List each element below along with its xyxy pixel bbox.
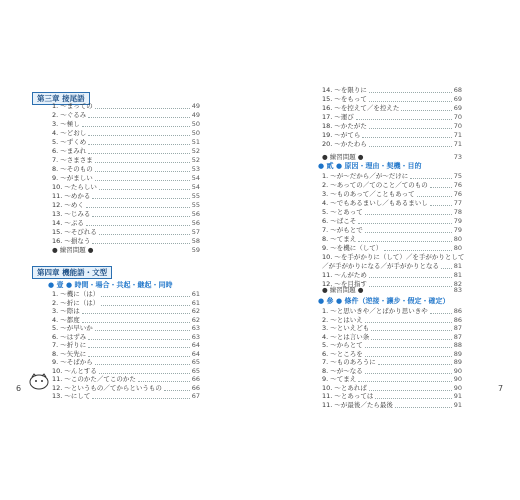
dot-leader bbox=[95, 108, 190, 109]
dot-leader bbox=[92, 216, 189, 217]
entry-label: 3. 〜ものあって／こともあって bbox=[322, 190, 415, 198]
chapter3-heading: 第三章 接尾語 bbox=[32, 92, 90, 105]
entry-label: ／が手がかりになる／が手がかりとなる bbox=[322, 262, 439, 270]
entry-label: 12. 〜めく bbox=[52, 201, 84, 209]
practice-page-number: 83 bbox=[453, 286, 462, 294]
toc-entry[interactable] bbox=[52, 210, 200, 219]
toc-entry[interactable] bbox=[322, 244, 462, 253]
toc-entry[interactable] bbox=[52, 228, 200, 237]
chapter4-heading: 第四章 機能語・文型 bbox=[32, 266, 112, 279]
practice-label: ● 練習問題 ● bbox=[52, 246, 94, 254]
page-number: 7 bbox=[498, 384, 504, 393]
entry-label: 10. 〜たらしい bbox=[52, 183, 97, 191]
entry-label: 11. 〜このかた／てこのかた bbox=[52, 375, 136, 383]
entry-page-number: 91 bbox=[453, 400, 462, 409]
entry-page-number: 78 bbox=[453, 208, 462, 216]
entry-page-number: 55 bbox=[191, 192, 200, 200]
entry-page-number: 71 bbox=[453, 131, 462, 139]
entry-label: 16. 〜損なう bbox=[52, 237, 91, 245]
entry-label: 12. 〜を目指す bbox=[322, 280, 367, 288]
entry-label: 6. 〜まみれ bbox=[52, 147, 87, 155]
dot-leader bbox=[369, 390, 452, 391]
entry-label: 6. 〜ところを bbox=[322, 349, 363, 358]
toc-entry[interactable] bbox=[322, 95, 462, 104]
dot-leader bbox=[365, 322, 452, 323]
dot-leader bbox=[375, 398, 451, 399]
entry-label: 8. 〜が〜なる bbox=[322, 366, 363, 375]
entry-label: 11. 〜が最後／たら最後 bbox=[322, 400, 393, 409]
dot-leader bbox=[99, 373, 190, 374]
section-heading: ● 壹 ● 時間・場合・共起・継起・同時 bbox=[48, 281, 173, 289]
entry-page-number: 57 bbox=[191, 228, 200, 236]
entry-label: 17. 〜運び bbox=[322, 113, 354, 121]
practice-page-number: 73 bbox=[453, 153, 462, 161]
entry-page-number: 77 bbox=[453, 199, 462, 207]
entry-page-number: 86 bbox=[453, 315, 462, 324]
entry-page-number: 69 bbox=[453, 104, 462, 112]
dot-leader bbox=[430, 187, 452, 188]
entry-page-number: 81 bbox=[453, 271, 462, 279]
entry-label: 9. 〜を機に（して） bbox=[322, 244, 383, 252]
dot-leader bbox=[430, 205, 452, 206]
entry-page-number: 52 bbox=[191, 156, 200, 164]
entry-label: 2. 〜折に（は） bbox=[52, 298, 100, 307]
dot-leader bbox=[164, 390, 190, 391]
entry-label: 8. 〜そのもの bbox=[52, 165, 93, 173]
entry-page-number: 53 bbox=[191, 165, 200, 173]
practice-page-number: 59 bbox=[191, 246, 200, 254]
entry-label: 1. 〜が〜だから／が〜だけに bbox=[322, 172, 409, 180]
entry-page-number: 54 bbox=[191, 183, 200, 191]
dot-leader bbox=[95, 180, 190, 181]
entry-page-number: 76 bbox=[453, 181, 462, 189]
dot-leader bbox=[384, 250, 451, 251]
dot-leader bbox=[86, 207, 190, 208]
toc-entry[interactable] bbox=[322, 226, 462, 235]
dot-leader bbox=[410, 178, 451, 179]
entry-label: 5. 〜が早いか bbox=[52, 324, 93, 332]
toc-entry[interactable] bbox=[322, 140, 462, 149]
dot-leader bbox=[86, 225, 190, 226]
dot-leader bbox=[417, 196, 452, 197]
toc-entry[interactable] bbox=[322, 122, 462, 131]
entry-label: 14. 〜を限りに bbox=[322, 86, 367, 94]
entry-label: 7. 〜ものあろうに bbox=[322, 358, 376, 366]
toc-entry[interactable] bbox=[322, 262, 462, 271]
dot-leader bbox=[365, 214, 452, 215]
entry-label: 20. 〜かたわら bbox=[322, 140, 367, 148]
entry-label: 5. 〜とあって bbox=[322, 208, 363, 216]
entry-page-number: 56 bbox=[191, 210, 200, 218]
toc-entry[interactable] bbox=[52, 138, 200, 147]
practice-link[interactable] bbox=[322, 153, 462, 162]
entry-page-number: 61 bbox=[191, 298, 200, 307]
entry-page-number: 58 bbox=[191, 237, 200, 245]
entry-page-number: 70 bbox=[453, 113, 462, 121]
toc-entry[interactable] bbox=[52, 147, 200, 156]
entry-label: 14. 〜ぶる bbox=[52, 219, 84, 227]
mascot-icon bbox=[28, 372, 50, 390]
toc-entry[interactable] bbox=[322, 181, 462, 190]
dot-leader bbox=[401, 110, 451, 111]
entry-page-number: 49 bbox=[191, 111, 200, 119]
toc-entry[interactable] bbox=[322, 104, 462, 113]
toc-entry[interactable] bbox=[322, 199, 462, 208]
entry-page-number: 90 bbox=[453, 366, 462, 375]
entry-page-number: 90 bbox=[453, 375, 462, 383]
entry-label: 5. 〜ずくめ bbox=[52, 138, 87, 146]
entry-page-number: 54 bbox=[191, 174, 200, 182]
toc-entry[interactable] bbox=[52, 237, 200, 246]
dot-leader bbox=[101, 296, 189, 297]
dot-leader bbox=[88, 144, 189, 145]
entry-label: 4. 〜どおし bbox=[52, 129, 87, 137]
toc-entry[interactable] bbox=[322, 113, 462, 122]
entry-page-number: 65 bbox=[191, 366, 200, 375]
dot-leader bbox=[369, 146, 452, 147]
entry-page-number: 62 bbox=[191, 307, 200, 315]
dot-leader bbox=[95, 162, 190, 163]
entry-label: 10. 〜とあれば bbox=[322, 383, 367, 392]
entry-page-number: 80 bbox=[453, 244, 462, 252]
toc-entry[interactable] bbox=[52, 165, 200, 174]
dot-leader bbox=[92, 198, 189, 199]
entry-page-number: 91 bbox=[453, 392, 462, 400]
entry-page-number: 69 bbox=[453, 95, 462, 103]
toc-entry[interactable] bbox=[322, 253, 465, 262]
toc-entry[interactable] bbox=[52, 129, 200, 138]
entry-label: 19. 〜がてら bbox=[322, 131, 361, 139]
entry-page-number: 50 bbox=[191, 129, 200, 137]
entry-label: 10. 〜を手がかりに（して）／を手がかりとして bbox=[322, 253, 465, 261]
entry-label: 16. 〜を控えて／を控えた bbox=[322, 104, 400, 112]
dot-leader bbox=[371, 339, 451, 340]
entry-label: 7. 〜さまさま bbox=[52, 156, 93, 164]
entry-page-number: 55 bbox=[191, 201, 200, 209]
entry-label: 6. 〜ばこそ bbox=[322, 217, 357, 225]
entry-label: 9. 〜がましい bbox=[52, 174, 93, 182]
dot-leader bbox=[362, 137, 451, 138]
toc-entry[interactable] bbox=[322, 190, 462, 199]
entry-label: 9. 〜そばから bbox=[52, 358, 93, 366]
entry-label: 15. 〜そびれる bbox=[52, 228, 97, 236]
entry-page-number: 61 bbox=[191, 290, 200, 298]
toc-entry[interactable] bbox=[52, 201, 200, 210]
entry-label: 8. 〜矢先に bbox=[52, 349, 87, 358]
entry-label: 18. 〜かたがた bbox=[322, 122, 367, 130]
dot-leader bbox=[88, 153, 189, 154]
entry-page-number: 88 bbox=[453, 341, 462, 349]
entry-label: 15. 〜をもって bbox=[322, 95, 367, 103]
entry-page-number: 79 bbox=[453, 217, 462, 225]
dot-leader bbox=[92, 398, 189, 399]
entry-page-number: 66 bbox=[191, 375, 200, 383]
entry-page-number: 67 bbox=[191, 392, 200, 400]
entry-page-number: 66 bbox=[191, 383, 200, 392]
entry-label: 11. 〜とあっては bbox=[322, 392, 374, 400]
entry-page-number: 82 bbox=[453, 280, 462, 288]
dot-leader bbox=[358, 241, 451, 242]
entry-page-number: 87 bbox=[453, 332, 462, 341]
entry-page-number: 63 bbox=[191, 332, 200, 341]
entry-page-number: 80 bbox=[453, 235, 462, 243]
dot-leader bbox=[358, 223, 451, 224]
toc-entry[interactable] bbox=[52, 183, 200, 192]
dot-leader bbox=[441, 268, 452, 269]
toc-entry[interactable] bbox=[52, 174, 200, 183]
entry-label: 4. 〜とは言い条 bbox=[322, 332, 370, 341]
entry-page-number: 50 bbox=[191, 120, 200, 128]
dot-leader bbox=[92, 243, 189, 244]
entry-label: 2. 〜ぐるみ bbox=[52, 111, 87, 119]
toc-entry[interactable] bbox=[322, 271, 462, 280]
entry-page-number: 71 bbox=[453, 140, 462, 148]
entry-page-number: 81 bbox=[453, 262, 462, 270]
toc-entry[interactable] bbox=[322, 235, 462, 244]
entry-label: 6. 〜はずみ bbox=[52, 332, 87, 341]
entry-page-number: 64 bbox=[191, 349, 200, 358]
entry-page-number: 49 bbox=[191, 102, 200, 110]
toc-entry[interactable] bbox=[322, 217, 462, 226]
dot-leader bbox=[365, 373, 452, 374]
dot-leader bbox=[99, 234, 190, 235]
dot-leader bbox=[371, 330, 451, 331]
dot-leader bbox=[430, 313, 452, 314]
entry-page-number: 52 bbox=[191, 147, 200, 155]
practice-link[interactable] bbox=[322, 286, 462, 295]
entry-label: 8. 〜てまえ bbox=[322, 235, 357, 243]
dot-leader bbox=[378, 364, 452, 365]
toc-entry[interactable] bbox=[322, 86, 462, 95]
toc-entry[interactable] bbox=[52, 392, 200, 401]
toc-entry[interactable] bbox=[322, 208, 462, 217]
page-number: 6 bbox=[16, 384, 22, 393]
section-heading: ● 參 ● 條件（逆接・讓步・假定・確定） bbox=[318, 297, 450, 305]
entry-label: 1. 〜と思いきや／とばかり思いきや bbox=[322, 307, 428, 315]
dot-leader bbox=[95, 330, 190, 331]
entry-label: 10. 〜んとする bbox=[52, 366, 97, 375]
dot-leader bbox=[95, 171, 190, 172]
entry-label: 3. 〜際は bbox=[52, 307, 80, 315]
entry-page-number: 87 bbox=[453, 324, 462, 332]
entry-page-number: 79 bbox=[453, 226, 462, 234]
entry-label: 13. 〜じみる bbox=[52, 210, 91, 218]
dot-leader bbox=[88, 347, 189, 348]
toc-entry[interactable] bbox=[322, 131, 462, 140]
entry-label: 2. 〜とはいえ bbox=[322, 315, 363, 324]
dot-leader bbox=[99, 189, 190, 190]
entry-label: 3. 〜極し bbox=[52, 120, 80, 128]
dot-leader bbox=[369, 92, 452, 93]
dot-leader bbox=[82, 313, 190, 314]
entry-page-number: 62 bbox=[191, 315, 200, 324]
entry-page-number: 70 bbox=[453, 122, 462, 130]
toc-entry[interactable] bbox=[52, 102, 200, 111]
dot-leader bbox=[395, 407, 452, 408]
toc-entry[interactable] bbox=[322, 172, 462, 181]
entry-label: 7. 〜がもとで bbox=[322, 226, 363, 234]
entry-page-number: 75 bbox=[453, 172, 462, 180]
dot-leader bbox=[88, 135, 189, 136]
dot-leader bbox=[88, 356, 189, 357]
toc-entry[interactable] bbox=[52, 120, 200, 129]
entry-page-number: 76 bbox=[453, 190, 462, 198]
dot-leader bbox=[365, 232, 452, 233]
dot-leader bbox=[101, 305, 189, 306]
right-page bbox=[260, 0, 520, 500]
toc-entry[interactable] bbox=[322, 401, 462, 410]
entry-page-number: 90 bbox=[453, 383, 462, 392]
dot-leader bbox=[365, 356, 452, 357]
entry-label: 2. 〜あっての／てのこと／てのもの bbox=[322, 181, 428, 189]
toc-entry[interactable] bbox=[52, 192, 200, 201]
entry-label: 13. 〜にして bbox=[52, 392, 91, 400]
toc-entry[interactable] bbox=[52, 219, 200, 228]
practice-label: ● 練習問題 ● bbox=[322, 153, 364, 161]
entry-label: 9. 〜てまえ bbox=[322, 375, 357, 383]
entry-label: 3. 〜といえども bbox=[322, 324, 370, 332]
practice-link[interactable] bbox=[52, 246, 200, 255]
toc-entry[interactable] bbox=[52, 156, 200, 165]
dot-leader bbox=[358, 381, 451, 382]
entry-label: 11. 〜んがため bbox=[322, 271, 367, 279]
entry-label: 5. 〜からとて bbox=[322, 341, 363, 349]
entry-page-number: 51 bbox=[191, 138, 200, 146]
dot-leader bbox=[356, 119, 452, 120]
dot-leader bbox=[369, 277, 452, 278]
section-heading: ● 貳 ● 原因・理由・契機・目的 bbox=[318, 162, 422, 170]
entry-page-number: 89 bbox=[453, 358, 462, 366]
dot-leader bbox=[82, 322, 190, 323]
dot-leader bbox=[138, 381, 190, 382]
dot-leader bbox=[95, 364, 190, 365]
entry-label: 4. 〜都度 bbox=[52, 315, 80, 324]
dot-leader bbox=[88, 117, 189, 118]
entry-label: 7. 〜折りに bbox=[52, 341, 87, 349]
entry-page-number: 64 bbox=[191, 341, 200, 349]
practice-label: ● 練習問題 ● bbox=[322, 286, 364, 294]
entry-page-number: 86 bbox=[453, 307, 462, 315]
entry-label: 4. 〜でもあるまいし／もあるまいし bbox=[322, 199, 428, 207]
entry-page-number: 63 bbox=[191, 324, 200, 332]
dot-leader bbox=[365, 347, 452, 348]
entry-label: 12. 〜というもの／てからというもの bbox=[52, 383, 162, 392]
entry-label: 1. 〜まっての bbox=[52, 102, 93, 110]
entry-page-number: 56 bbox=[191, 219, 200, 227]
toc-entry[interactable] bbox=[52, 111, 200, 120]
entry-label: 1. 〜機に（は） bbox=[52, 290, 100, 298]
entry-label: 11. 〜めかる bbox=[52, 192, 91, 200]
entry-page-number: 65 bbox=[191, 358, 200, 366]
dot-leader bbox=[82, 126, 190, 127]
entry-page-number: 68 bbox=[453, 86, 462, 94]
entry-page-number: 89 bbox=[453, 349, 462, 358]
dot-leader bbox=[369, 128, 452, 129]
dot-leader bbox=[88, 339, 189, 340]
dot-leader bbox=[369, 101, 452, 102]
